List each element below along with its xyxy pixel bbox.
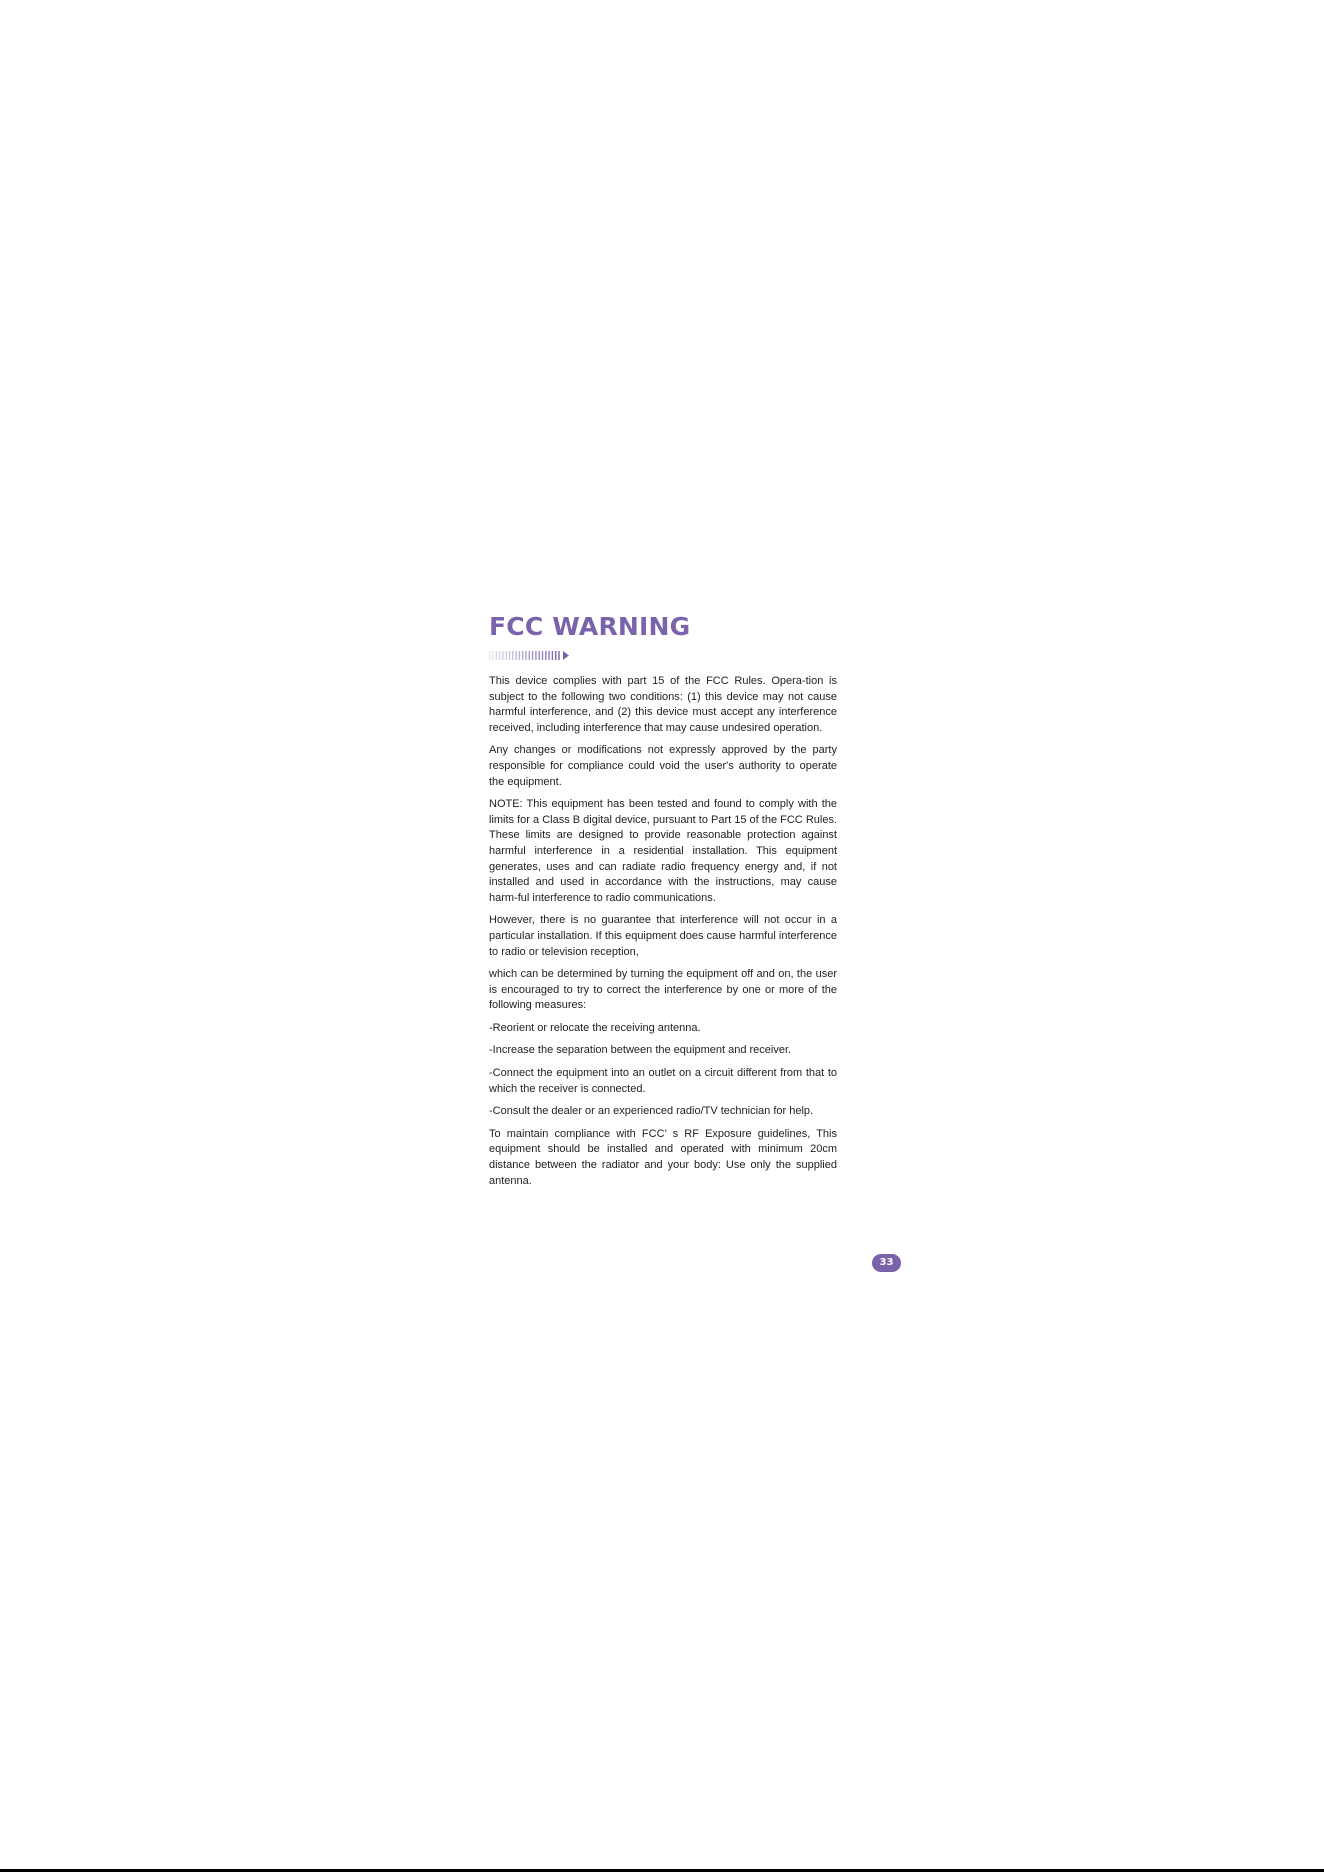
decorative-bar	[509, 651, 510, 660]
decorative-bar	[555, 651, 556, 660]
measure-connect-outlet: -Connect the equipment into an outlet on a circuit different from that to which the receiver is connected.	[489, 1067, 837, 1095]
decorative-bar	[539, 651, 540, 660]
decorative-bar	[545, 651, 546, 660]
decorative-bar	[522, 651, 523, 660]
decorative-bar	[496, 651, 497, 660]
measure-increase-separation: -Increase the separation between the equipment and receiver.	[489, 1044, 792, 1057]
decorative-bar	[519, 651, 520, 660]
page-title: FCC WARNING	[489, 612, 691, 641]
paragraph-note: NOTE: This equipment has been tested and found to comply with the limits for a Class B digital device, pursuant to Part 15 of the FCC Rules. These limits are designed to provide reasonable protection against harmful interference in a residential installation. This equipment generates, uses and can radiate radio frequency energy and, if not installed and used in accordance with the instructions, may cause harm-ful interference to radio communications.	[489, 798, 837, 904]
decorative-arrow-bars-icon	[489, 650, 569, 661]
decorative-bar	[489, 651, 490, 660]
decorative-bar	[512, 651, 513, 660]
decorative-bar	[515, 651, 516, 660]
page-number-badge: 33	[872, 1254, 901, 1272]
decorative-bar	[525, 651, 526, 660]
decorative-bar	[529, 651, 530, 660]
paragraph-measures-intro: which can be determined by turning the equipment off and on, the user is encouraged to try to correct the interference by one or more of the following measures:	[489, 968, 837, 1012]
decorative-bar	[548, 651, 549, 660]
decorative-bar	[502, 651, 503, 660]
fcc-warning-section	[489, 612, 837, 1196]
paragraph-modifications: Any changes or modifications not expressly approved by the party responsible for compliance could void the user's authority to operate the equipment.	[489, 744, 837, 788]
decorative-bar	[532, 651, 533, 660]
decorative-bar	[492, 651, 493, 660]
paragraph-no-guarantee: However, there is no guarantee that interference will not occur in a particular installation. If this equipment does cause harmful interference to radio or television reception,	[489, 914, 837, 958]
decorative-bar	[506, 651, 507, 660]
decorative-bar	[542, 651, 543, 660]
paragraph-compliance: This device complies with part 15 of the FCC Rules. Opera-tion is subject to the following two conditions: (1) this device may not cause harmful interference, and (2) this device must accept any interference received, including interference that may cause undesired operation.	[489, 675, 837, 734]
decorative-bar	[499, 651, 500, 660]
measure-reorient: -Reorient or relocate the receiving antenna.	[489, 1021, 701, 1034]
document-body	[489, 674, 837, 1189]
paragraph-rf-exposure: To maintain compliance with FCC’ s RF Exposure guidelines, This equipment should be installed and operated with minimum 20cm distance between the radiator and your body: Use only the supplied antenna.	[489, 1127, 837, 1187]
decorative-bar	[552, 651, 553, 660]
decorative-bar	[535, 651, 536, 660]
decorative-bar	[558, 651, 559, 660]
measure-consult-dealer: -Consult the dealer or an experienced radio/TV technician for help.	[489, 1105, 814, 1118]
